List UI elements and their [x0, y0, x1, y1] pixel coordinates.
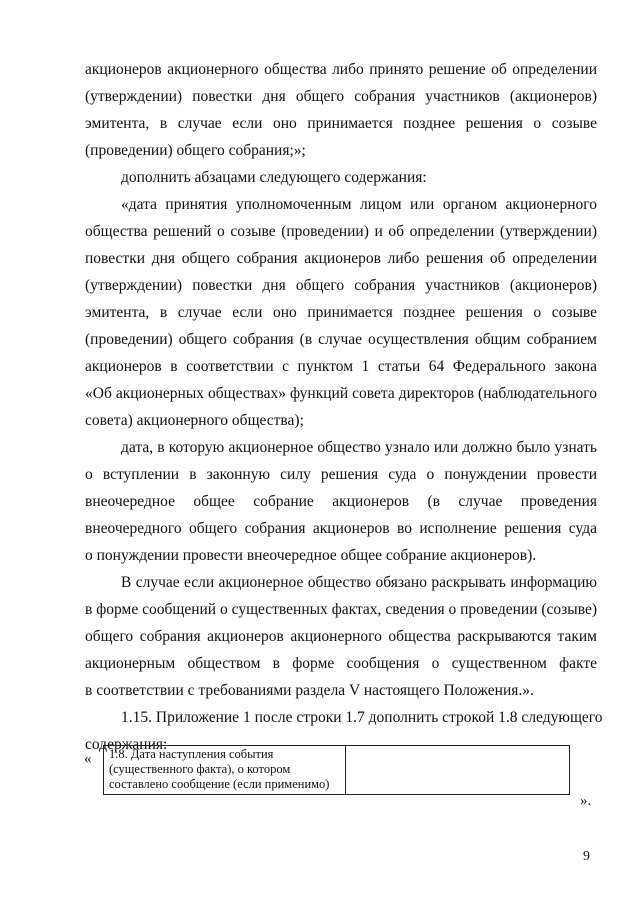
- text-line: 1.15. Приложение 1 после строки 1.7 дополнить строкой 1.8 следующего: [121, 709, 603, 726]
- text-line: акционеров в соответствии с пунктом 1 статьи 64 Федерального закона: [85, 358, 597, 375]
- text-line: (утверждении) повестки дня общего собрания участников (акционеров): [85, 277, 597, 294]
- text-line: акционерным обществом в форме сообщения о существенном факте: [85, 655, 597, 672]
- text-line: повестки дня общего собрания акционеров либо решения об определении: [85, 250, 597, 267]
- text-line: (утверждении) повестки дня общего собрания участников (акционеров): [85, 88, 597, 105]
- table-cell-empty: [346, 746, 570, 795]
- cell-text-line: (существенного факта), о котором: [109, 762, 291, 776]
- text-line: дополнить абзацами следующего содержания:: [121, 169, 427, 186]
- text-line: В случае если акционерное общество обязано раскрывать информацию: [121, 574, 597, 591]
- table-open-quote: «: [84, 751, 92, 767]
- text-line: эмитента, в случае если оно принимается позднее решения о созыве: [85, 304, 597, 321]
- cell-text-line: 1.8. Дата наступления события: [109, 747, 274, 761]
- text-line: совета) акционерного общества);: [85, 412, 304, 429]
- text-line: внеочередного общего собрания акционеров во исполнение решения суда: [85, 520, 597, 537]
- text-line: эмитента, в случае если оно принимается позднее решения о созыве: [85, 115, 597, 132]
- text-line: общего собрания акционеров акционерного общества раскрываются таким: [85, 628, 597, 645]
- table-close-quote: ».: [580, 793, 592, 809]
- text-line: дата, в которую акционерное общество узнало или должно было узнать: [121, 439, 597, 456]
- text-line: «Об акционерных обществах» функций совета директоров (наблюдательного: [85, 385, 597, 402]
- text-line: о понуждении провести внеочередное общее собрание акционеров).: [85, 547, 537, 564]
- text-line: в соответствии с требованиями раздела V настоящего Положения.».: [85, 682, 534, 699]
- table-row: [104, 746, 570, 795]
- text-line: акционеров акционерного общества либо принято решение об определении: [85, 61, 597, 78]
- inserted-row-table: [103, 745, 570, 795]
- text-line: «дата принятия уполномоченным лицом или органом акционерного: [121, 196, 597, 213]
- text-line: (проведении) общего собрания (в случае осуществления общим собранием: [85, 331, 597, 348]
- page-number: 9: [583, 849, 590, 864]
- table-cell-event-date: [104, 746, 346, 795]
- text-line: содержания:: [85, 736, 168, 753]
- text-line: в форме сообщений о существенных фактах, сведения о проведении (созыве): [85, 601, 597, 618]
- text-line: о вступлении в законную силу решения суда о понуждении провести: [85, 466, 597, 483]
- text-line: (проведении) общего собрания;»;: [85, 142, 306, 159]
- text-line: общества решений о созыве (проведении) и об определении (утверждении): [85, 223, 597, 240]
- cell-text-line: составлено сообщение (если применимо): [109, 777, 330, 791]
- text-line: внеочередное общее собрание акционеров (в случае проведения: [85, 493, 597, 510]
